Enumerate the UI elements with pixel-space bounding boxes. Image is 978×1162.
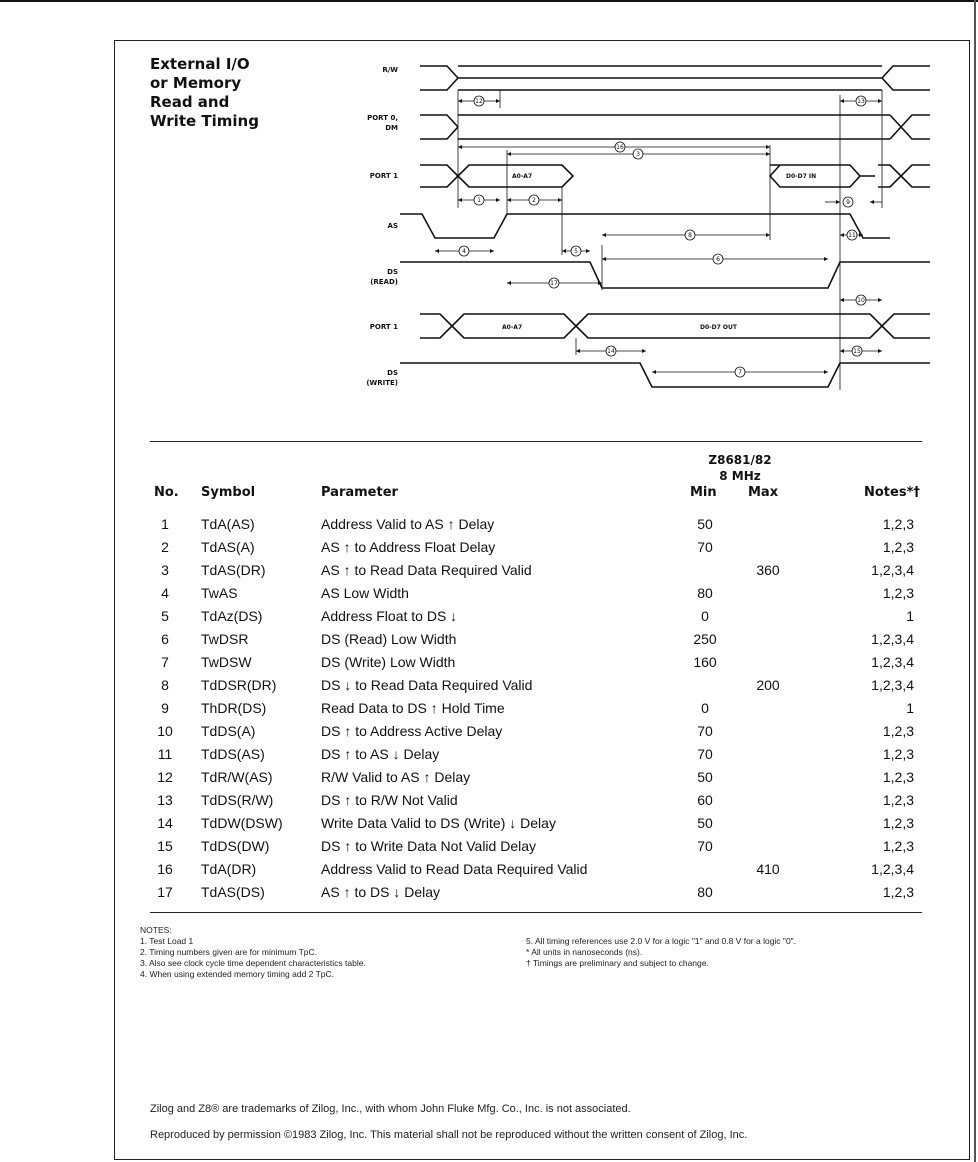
cell-notes: 1,2,3: [882, 815, 914, 831]
col-header-no: No.: [154, 485, 179, 500]
cell-symbol: TdDS(AS): [201, 746, 265, 762]
signal-labels: [366, 66, 398, 387]
table-row: [150, 677, 922, 700]
cell-symbol: TdDS(A): [201, 723, 256, 739]
cell-notes: 1,2,3,4: [871, 631, 914, 647]
cell-notes: 1,2,3: [882, 585, 914, 601]
table-row: [150, 861, 922, 884]
cell-symbol: TdAS(DR): [201, 562, 266, 578]
timing-mark: 13: [857, 98, 865, 105]
timing-mark: 10: [857, 297, 865, 304]
timing-mark: 9: [846, 199, 850, 206]
cell-parameter: Address Valid to AS ↑ Delay: [321, 516, 495, 532]
cell-no: 1: [161, 516, 169, 532]
note-item: 5. All timing references use 2.0 V for a logic "1" and 0.8 V for a logic "0".: [526, 936, 797, 946]
cell-notes: 1,2,3,4: [871, 562, 914, 578]
cell-min: 50: [697, 815, 713, 831]
cell-symbol: TdAz(DS): [201, 608, 263, 624]
cell-no: 5: [161, 608, 169, 624]
cell-max: 200: [756, 677, 780, 693]
table-row: [150, 608, 922, 631]
timing-mark: 12: [475, 98, 483, 105]
cell-no: 13: [157, 792, 173, 808]
cell-min: 70: [697, 838, 713, 854]
cell-no: 4: [161, 585, 169, 601]
cell-notes: 1,2,3: [882, 792, 914, 808]
cell-min: 160: [693, 654, 717, 670]
cell-no: 16: [157, 861, 173, 877]
notes-left: [140, 925, 366, 980]
rw-waveform-low: [420, 78, 930, 90]
cell-min: 50: [697, 769, 713, 785]
cell-notes: 1: [906, 700, 914, 716]
cell-notes: 1,2,3: [882, 884, 914, 900]
right-margin-rule: [974, 0, 976, 1162]
cell-parameter: DS (Read) Low Width: [321, 631, 457, 647]
part-number: Z8681/82: [708, 453, 772, 467]
cell-min: 70: [697, 539, 713, 555]
table-row: [150, 631, 922, 654]
cell-min: 80: [697, 884, 713, 900]
cell-notes: 1,2,3: [882, 838, 914, 854]
timing-mark: 6: [716, 256, 720, 263]
col-header-notes: Notes*†: [864, 485, 920, 500]
timing-mark: 5: [574, 248, 578, 255]
table-row: [150, 838, 922, 861]
table-row: [150, 539, 922, 562]
table-row: [150, 884, 922, 907]
cell-parameter: DS ↑ to AS ↓ Delay: [321, 746, 440, 762]
cell-min: 250: [693, 631, 717, 647]
cell-no: 8: [161, 677, 169, 693]
trademark-notice: Zilog and Z8® are trademarks of Zilog, Inc., with whom John Fluke Mfg. Co., Inc. is not associated.: [150, 1103, 631, 1115]
cell-notes: 1,2,3,4: [871, 654, 914, 670]
note-item: * All units in nanoseconds (ns).: [526, 947, 643, 957]
top-rule: [0, 0, 978, 2]
cell-symbol: TdR/W(AS): [201, 769, 273, 785]
cell-no: 12: [157, 769, 173, 785]
cell-symbol: TdAS(DS): [201, 884, 265, 900]
timing-mark: 14: [607, 348, 615, 355]
timing-mark: 17: [550, 280, 558, 287]
signal-label: DM: [385, 124, 398, 132]
cell-min: 70: [697, 746, 713, 762]
port0-waveform: [420, 115, 458, 139]
cell-notes: 1,2,3: [882, 539, 914, 555]
permission-notice: Reproduced by permission ©1983 Zilog, Inc. This material shall not be reproduced without the written consent of Zilog, Inc.: [150, 1129, 748, 1141]
figure-title: [150, 55, 259, 131]
timing-mark: 7: [738, 369, 742, 376]
cell-notes: 1,2,3: [882, 723, 914, 739]
col-header-max: Max: [748, 485, 779, 500]
title-line: Read and: [150, 93, 230, 111]
table-row: [150, 516, 922, 539]
cell-symbol: TwDSR: [201, 631, 249, 647]
note-item: 2. Timing numbers given are for minimum TpC.: [140, 947, 317, 957]
timing-mark: 3: [636, 151, 640, 158]
cell-min: 0: [701, 608, 709, 624]
cell-symbol: TwDSW: [201, 654, 252, 670]
cell-no: 3: [161, 562, 169, 578]
bus-label: A0-A7: [512, 173, 533, 180]
cell-parameter: R/W Valid to AS ↑ Delay: [321, 769, 471, 785]
cell-no: 6: [161, 631, 169, 647]
cell-notes: 1,2,3,4: [871, 861, 914, 877]
table-top-rule: [150, 441, 922, 442]
timing-mark: 2: [532, 197, 536, 204]
cell-no: 9: [161, 700, 169, 716]
cell-no: 7: [161, 654, 169, 670]
note-item: 3. Also see clock cycle time dependent characteristics table.: [140, 958, 366, 968]
cell-min: 0: [701, 700, 709, 716]
cell-parameter: Write Data Valid to DS (Write) ↓ Delay: [321, 815, 556, 831]
table-row: [150, 815, 922, 838]
table-row: [150, 700, 922, 723]
signal-label: DS: [387, 268, 398, 276]
table-row: [150, 562, 922, 585]
cell-parameter: DS ↑ to Write Data Not Valid Delay: [321, 838, 537, 854]
cell-no: 2: [161, 539, 169, 555]
port1-read-waveform: [420, 165, 573, 187]
table-row: [150, 723, 922, 746]
cell-no: 17: [157, 884, 173, 900]
cell-no: 11: [157, 746, 173, 762]
cell-parameter: AS ↑ to Read Data Required Valid: [321, 562, 532, 578]
cell-max: 360: [756, 562, 780, 578]
cell-min: 50: [697, 516, 713, 532]
cell-parameter: DS ↑ to R/W Not Valid: [321, 792, 458, 808]
title-line: or Memory: [150, 74, 242, 92]
signal-label: R/W: [382, 66, 398, 74]
table-row: [150, 585, 922, 608]
timing-mark: 15: [853, 348, 861, 355]
cell-symbol: TdDSR(DR): [201, 677, 277, 693]
cell-symbol: TdA(DR): [201, 861, 257, 877]
cell-symbol: TdAS(A): [201, 539, 255, 555]
ds-write-waveform: [400, 363, 930, 387]
table-bottom-rule: [150, 912, 922, 913]
as-waveform: [400, 214, 890, 238]
cell-max: 410: [756, 861, 780, 877]
signal-label: DS: [387, 369, 398, 377]
timing-mark: 11: [848, 232, 856, 239]
cell-parameter: DS ↓ to Read Data Required Valid: [321, 677, 533, 693]
bus-label: D0-D7 IN: [786, 173, 817, 180]
timing-diagram: [330, 50, 940, 400]
port1-write-waveform: [420, 314, 930, 338]
note-item: 4. When using extended memory timing add 2 TpC.: [140, 969, 335, 979]
cell-parameter: AS ↑ to DS ↓ Delay: [321, 884, 441, 900]
col-header-parameter: Parameter: [321, 485, 398, 500]
cell-symbol: TdDS(DW): [201, 838, 270, 854]
timing-mark: 1: [477, 197, 481, 204]
cell-notes: 1,2,3: [882, 516, 914, 532]
title-line: Write Timing: [150, 112, 259, 130]
timing-mark: 4: [462, 248, 466, 255]
cell-symbol: TdDW(DSW): [201, 815, 283, 831]
cell-notes: 1,2,3: [882, 746, 914, 762]
ds-read-waveform: [400, 262, 930, 288]
part-header: [700, 452, 780, 484]
cell-symbol: TdDS(R/W): [201, 792, 274, 808]
timing-mark: 8: [688, 232, 692, 239]
cell-no: 15: [157, 838, 173, 854]
cell-parameter: Address Valid to Read Data Required Valid: [321, 861, 588, 877]
notes-heading: NOTES:: [140, 925, 172, 935]
title-line: External I/O: [150, 55, 250, 73]
cell-min: 70: [697, 723, 713, 739]
cell-notes: 1: [906, 608, 914, 624]
cell-parameter: DS (Write) Low Width: [321, 654, 456, 670]
table-row: [150, 769, 922, 792]
cell-parameter: DS ↑ to Address Active Delay: [321, 723, 503, 739]
rw-waveform: [420, 66, 930, 78]
notes-right: [526, 936, 796, 969]
signal-label: (READ): [370, 278, 398, 286]
signal-label: (WRITE): [366, 379, 398, 387]
signal-label: AS: [387, 222, 398, 230]
table-row: [150, 746, 922, 769]
note-item: † Timings are preliminary and subject to change.: [526, 958, 709, 968]
table-row: [150, 654, 922, 677]
signal-label: PORT 1: [369, 172, 398, 180]
cell-parameter: Read Data to DS ↑ Hold Time: [321, 700, 505, 716]
cell-parameter: Address Float to DS ↓: [321, 608, 458, 624]
note-item: 1. Test Load 1: [140, 936, 194, 946]
bus-label: D0-D7 OUT: [700, 324, 737, 331]
cell-notes: 1,2,3: [882, 769, 914, 785]
cell-parameter: AS ↑ to Address Float Delay: [321, 539, 496, 555]
cell-no: 10: [157, 723, 173, 739]
timing-mark: 16: [616, 144, 624, 151]
cell-symbol: ThDR(DS): [201, 700, 267, 716]
cell-symbol: TwAS: [201, 585, 238, 601]
part-frequency: 8 MHz: [719, 469, 761, 483]
table-row: [150, 792, 922, 815]
signal-label: PORT 0,: [367, 114, 398, 122]
bus-label: A0-A7: [502, 324, 523, 331]
cell-symbol: TdA(AS): [201, 516, 255, 532]
cell-min: 60: [697, 792, 713, 808]
cell-min: 80: [697, 585, 713, 601]
cell-no: 14: [157, 815, 173, 831]
cell-notes: 1,2,3,4: [871, 677, 914, 693]
col-header-min: Min: [690, 485, 717, 500]
col-header-symbol: Symbol: [201, 485, 256, 500]
cell-parameter: AS Low Width: [321, 585, 409, 601]
signal-label: PORT 1: [369, 323, 398, 331]
